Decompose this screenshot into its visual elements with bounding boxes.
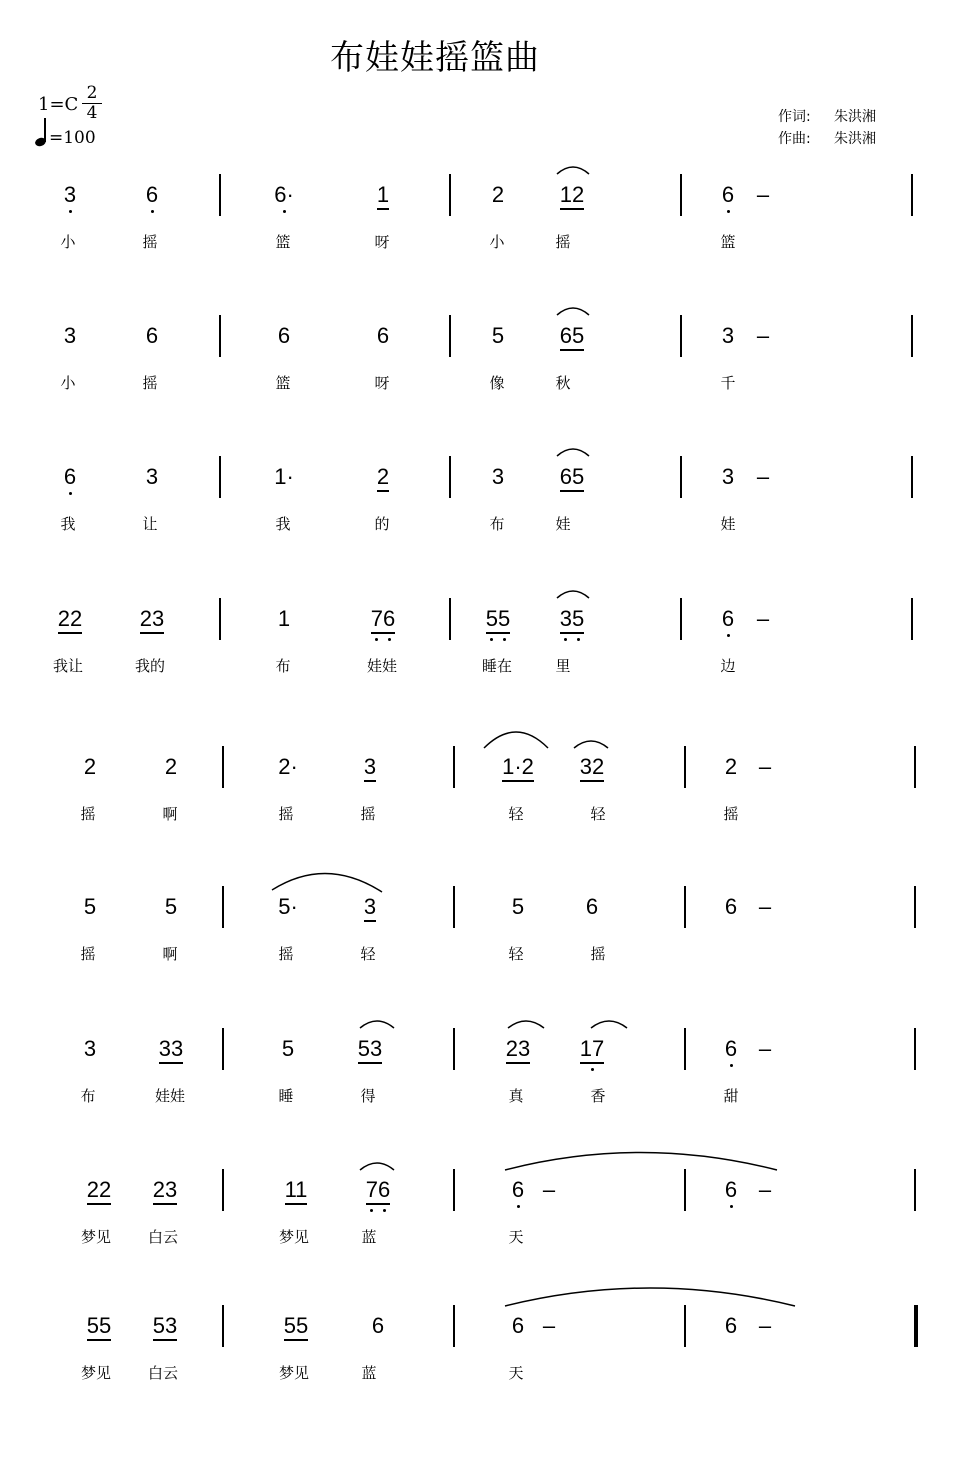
jianpu-note: 6	[145, 323, 159, 348]
lyric: 梦见	[80, 1228, 112, 1246]
lyric: 睡	[278, 1087, 294, 1105]
lyric: 娃	[555, 515, 571, 533]
lyric: 香	[590, 1087, 606, 1105]
lyric: 真	[508, 1087, 524, 1105]
lyric: 摇	[590, 945, 606, 963]
lyric: 摇	[278, 945, 294, 963]
slur-arc	[557, 167, 589, 174]
slur-arc	[484, 732, 548, 748]
jianpu-note: 6	[724, 1036, 738, 1061]
jianpu-note: 3	[363, 894, 377, 919]
jianpu-note: 6	[145, 182, 159, 207]
jianpu-note: 5	[491, 323, 505, 348]
jianpu-note: 6	[721, 606, 735, 631]
jianpu-note: 23	[505, 1036, 531, 1061]
jianpu-note: 5	[511, 894, 525, 919]
jianpu-note: –	[758, 1177, 772, 1202]
jianpu-note: –	[758, 1036, 772, 1061]
lyric: 让	[142, 515, 158, 533]
lyric: 啊	[162, 945, 178, 963]
lyric: 的	[374, 515, 390, 533]
slur-arc	[508, 1021, 544, 1028]
lyric: 轻	[508, 945, 524, 963]
lyric: 娃	[720, 515, 736, 533]
lyricist-label: 作词:	[778, 109, 811, 125]
jianpu-note: 5	[83, 894, 97, 919]
jianpu-note: 6	[511, 1177, 525, 1202]
lyric: 我让	[52, 657, 84, 675]
jianpu-note: 6	[63, 464, 77, 489]
jianpu-note: 2	[376, 464, 390, 489]
jianpu-note: 23	[152, 1177, 178, 1202]
jianpu-note: –	[542, 1313, 556, 1338]
tempo-value: =100	[49, 128, 96, 148]
lyric: 蓝	[361, 1364, 377, 1382]
time-signature-numerator: 2	[82, 84, 102, 104]
jianpu-note: –	[756, 606, 770, 631]
jianpu-note: 76	[365, 1177, 391, 1202]
lyric: 边	[720, 657, 736, 675]
jianpu-note: 2	[164, 754, 178, 779]
lyric: 天	[508, 1228, 524, 1246]
jianpu-note: 3	[83, 1036, 97, 1061]
jianpu-note: –	[756, 464, 770, 489]
lyric: 摇	[80, 805, 96, 823]
jianpu-note: 3	[721, 323, 735, 348]
jianpu-note: 2·	[278, 754, 298, 779]
slur-arc	[557, 449, 589, 456]
slur-arc	[505, 1153, 777, 1171]
jianpu-note: 1	[277, 606, 291, 631]
lyric: 轻	[508, 805, 524, 823]
lyric: 摇	[142, 233, 158, 251]
lyric: 布	[80, 1087, 96, 1105]
lyric: 小	[60, 233, 76, 251]
lyric: 白云	[147, 1228, 179, 1246]
jianpu-note: 65	[559, 323, 585, 348]
lyric: 我	[60, 515, 76, 533]
slur-arc	[574, 741, 608, 748]
lyric: 摇	[555, 233, 571, 251]
jianpu-note: 2	[83, 754, 97, 779]
lyric: 里	[555, 657, 571, 675]
lyric: 我的	[134, 657, 166, 675]
jianpu-note: 55	[485, 606, 511, 631]
lyric: 白云	[147, 1364, 179, 1382]
lyric: 呀	[374, 233, 390, 251]
jianpu-note: 1	[376, 182, 390, 207]
jianpu-note: 12	[559, 182, 585, 207]
jianpu-note: 6	[721, 182, 735, 207]
time-signature-denominator: 4	[86, 103, 98, 123]
lyric: 梦见	[278, 1364, 310, 1382]
lyric: 娃娃	[154, 1087, 186, 1105]
jianpu-note: 5	[164, 894, 178, 919]
jianpu-note: 3	[363, 754, 377, 779]
jianpu-note: 55	[283, 1313, 309, 1338]
lyric: 篮	[275, 233, 291, 251]
lyric: 千	[720, 374, 736, 392]
slur-arc	[505, 1288, 795, 1306]
jianpu-note: –	[758, 1313, 772, 1338]
jianpu-note: 2	[491, 182, 505, 207]
lyric: 蓝	[361, 1228, 377, 1246]
jianpu-note: 33	[158, 1036, 184, 1061]
lyric: 娃娃	[366, 657, 398, 675]
jianpu-note: 5·	[278, 894, 298, 919]
slur-arc	[360, 1021, 394, 1028]
jianpu-note: 65	[559, 464, 585, 489]
slur-arc	[591, 1021, 627, 1028]
jianpu-note: 6	[585, 894, 599, 919]
jianpu-note: 3	[63, 323, 77, 348]
jianpu-note: 6·	[274, 182, 294, 207]
jianpu-note: 23	[139, 606, 165, 631]
jianpu-note: 6	[511, 1313, 525, 1338]
lyric: 小	[60, 374, 76, 392]
jianpu-note: 3	[63, 182, 77, 207]
lyric: 我	[275, 515, 291, 533]
jianpu-note: 6	[724, 894, 738, 919]
jianpu-note: –	[542, 1177, 556, 1202]
jianpu-note: 32	[579, 754, 605, 779]
jianpu-note: 6	[277, 323, 291, 348]
lyric: 像	[489, 374, 505, 392]
jianpu-note: 53	[357, 1036, 383, 1061]
slur-arc	[557, 308, 589, 315]
jianpu-note: 53	[152, 1313, 178, 1338]
jianpu-note: 6	[724, 1313, 738, 1338]
jianpu-note: 6	[376, 323, 390, 348]
lyric: 睡在	[481, 657, 513, 675]
slur-arc	[272, 873, 382, 892]
slur-arc	[360, 1163, 394, 1170]
lyric: 啊	[162, 805, 178, 823]
jianpu-note: 22	[86, 1177, 112, 1202]
jianpu-note: 35	[559, 606, 585, 631]
jianpu-note: –	[758, 754, 772, 779]
composer-label: 作曲:	[778, 131, 811, 147]
jianpu-note: 6	[371, 1313, 385, 1338]
jianpu-note: 5	[281, 1036, 295, 1061]
lyric: 天	[508, 1364, 524, 1382]
jianpu-note: 22	[57, 606, 83, 631]
lyric: 布	[275, 657, 291, 675]
lyric: 篮	[275, 374, 291, 392]
lyric: 梦见	[80, 1364, 112, 1382]
lyric: 得	[360, 1087, 376, 1105]
jianpu-note: –	[758, 894, 772, 919]
lyric: 轻	[590, 805, 606, 823]
jianpu-note: 55	[86, 1313, 112, 1338]
jianpu-note: 17	[579, 1036, 605, 1061]
jianpu-note: 1·2	[502, 754, 534, 779]
lyric: 小	[489, 233, 505, 251]
lyric: 摇	[723, 805, 739, 823]
lyric: 甜	[723, 1087, 739, 1105]
lyric: 摇	[360, 805, 376, 823]
composer-name: 朱洪湘	[834, 131, 876, 147]
lyric: 呀	[374, 374, 390, 392]
jianpu-note: 11	[284, 1177, 308, 1202]
lyricist-name: 朱洪湘	[834, 109, 876, 125]
lyric: 梦见	[278, 1228, 310, 1246]
lyric: 篮	[720, 233, 736, 251]
lyric: 摇	[142, 374, 158, 392]
jianpu-note: 3	[491, 464, 505, 489]
lyric: 摇	[80, 945, 96, 963]
key-signature: 1=C	[38, 94, 79, 115]
lyric: 布	[489, 515, 505, 533]
lyric: 摇	[278, 805, 294, 823]
jianpu-note: 76	[370, 606, 396, 631]
lyric: 秋	[555, 374, 571, 392]
jianpu-note: –	[756, 182, 770, 207]
jianpu-note: 3	[145, 464, 159, 489]
song-title: 布娃娃摇篮曲	[330, 38, 540, 78]
slur-arc	[557, 591, 589, 598]
jianpu-note: 6	[724, 1177, 738, 1202]
lyric: 轻	[360, 945, 376, 963]
jianpu-note: 2	[724, 754, 738, 779]
jianpu-note: 1·	[274, 464, 294, 489]
jianpu-note: 3	[721, 464, 735, 489]
jianpu-note: –	[756, 323, 770, 348]
